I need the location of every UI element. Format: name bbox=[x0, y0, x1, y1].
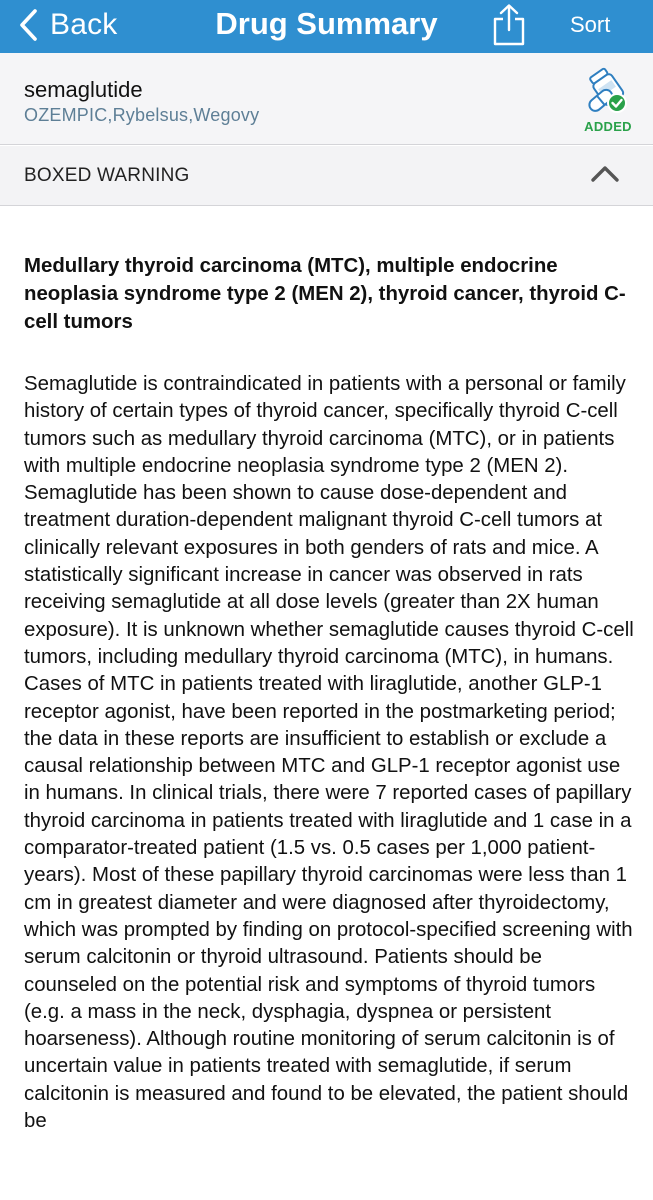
added-to-list-button[interactable] bbox=[578, 67, 638, 139]
pill-bottle-check-icon bbox=[578, 67, 638, 119]
drug-brand-names: OZEMPIC,Rybelsus,Wegovy bbox=[24, 105, 260, 125]
boxed-warning-section-header[interactable] bbox=[0, 146, 653, 206]
back-button[interactable] bbox=[18, 4, 118, 46]
chevron-left-icon bbox=[18, 8, 38, 42]
added-label: ADDED bbox=[584, 119, 632, 134]
back-label: Back bbox=[50, 8, 118, 41]
boxed-warning-content bbox=[24, 252, 636, 1135]
warning-heading: Medullary thyroid carcinoma (MTC), multiple endocrine neoplasia syndrome type 2 (MEN 2), thyroid cancer, thyroid C-cell tumors bbox=[24, 255, 626, 333]
drug-header bbox=[0, 53, 653, 145]
chevron-up-icon bbox=[589, 164, 621, 184]
share-button[interactable] bbox=[489, 2, 529, 46]
navigation-bar bbox=[0, 0, 653, 53]
page-title: Drug Summary bbox=[215, 6, 438, 41]
share-icon bbox=[489, 2, 529, 46]
sort-button[interactable]: Sort bbox=[570, 12, 611, 37]
drug-name: semaglutide bbox=[24, 77, 143, 102]
section-title: BOXED WARNING bbox=[24, 165, 190, 186]
warning-body: Semaglutide is contraindicated in patients with a personal or family history of certain types of thyroid cancer, specifically thyroid C-cell tumors such as medullary thyroid carcinoma (MTC), or in patients with multiple endocrine neoplasia syndrome type 2 (MEN 2). Semaglutide has been shown to cause dose-dependent and treatment duration-dependent malignant thyroid C-cell tumors at clinically relevant exposures in both genders of rats and mice. A statistically significant increase in cancer was observed in rats receiving semaglutide at all dose levels (greater than 2X human exposure). It is unknown whether semaglutide causes thyroid C-cell tumors, including medullary thyroid carcinoma (MTC), in humans. Cases of MTC in patients treated with liraglutide, another GLP-1 receptor agonist, have been reported in the postmarketing period; the data in these reports are insufficient to establish or exclude a causal relationship between MTC and GLP-1 receptor agonist use in humans. In clinical trials, there were 7 reported cases of papillary thyroid carcinoma in patients treated with liraglutide and 1 case in a comparator-treated patient (1.5 vs. 0.5 cases per 1,000 patient-years). Most of these papillary thyroid carcinomas were less than 1 cm in greatest diameter and were diagnosed after thyroidectomy, which was prompted by finding on protocol-specified screening with serum calcitonin or thyroid ultrasound. Patients should be counseled on the potential risk and symptoms of thyroid tumors (e.g. a mass in the neck, dysphagia, dyspnea or persistent hoarseness). Although routine monitoring of serum calcitonin is of uncertain value in patients treated with semaglutide, if serum calcitonin is measured and found to be elevated, the patient should be bbox=[24, 373, 634, 1133]
